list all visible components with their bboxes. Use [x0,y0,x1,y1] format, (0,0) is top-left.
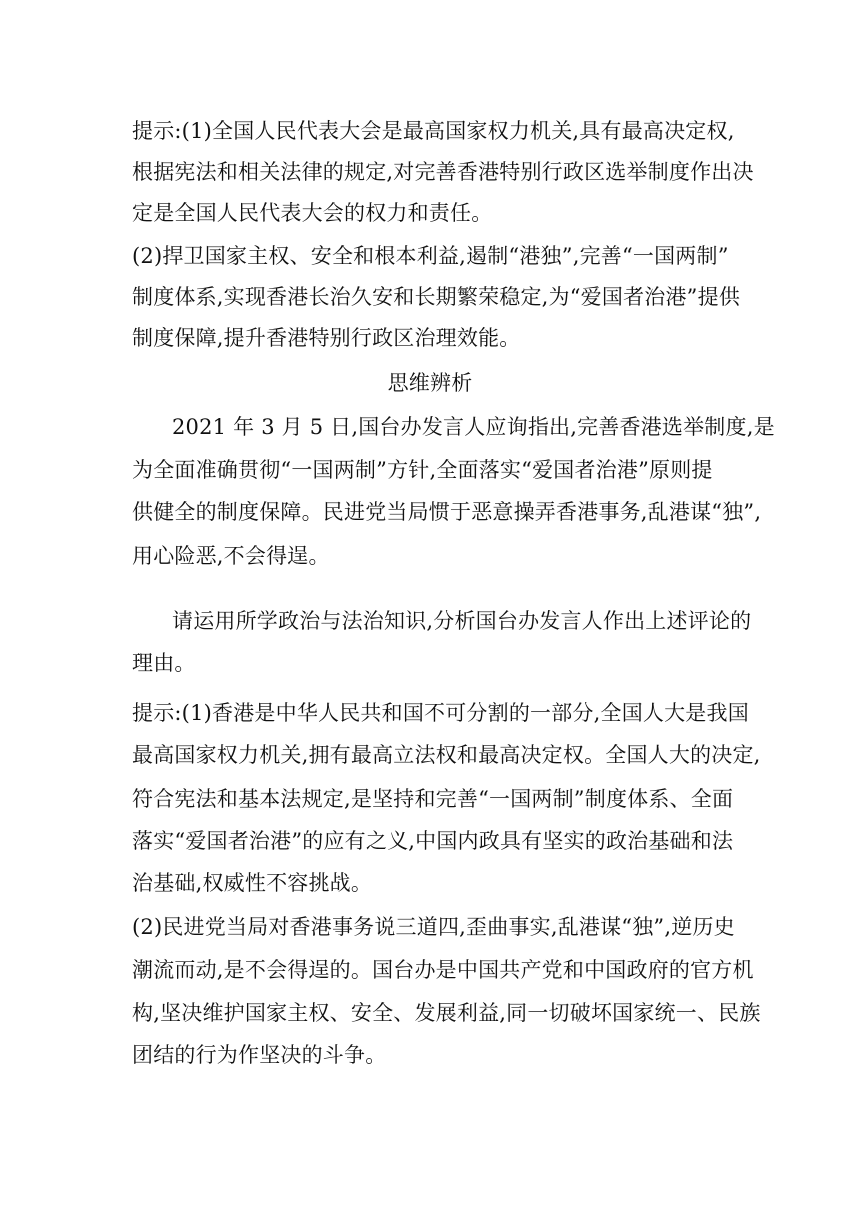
material-line-1: 2021 年 3 月 5 日,国台办发言人应询指出,完善香港选举制度,是 [172,415,775,439]
material-line-2: 为全面准确贯彻“一国两制”方针,全面落实“爱国者治港”原则提 [132,458,713,482]
material-line-4: 用心险恶,不会得逞。 [132,544,330,568]
question-line-2: 理由。 [132,651,196,675]
hint1-line-3: 定是全国人民代表大会的权力和责任。 [132,201,493,225]
material-line-3: 供健全的制度保障。民进党当局惯于恶意操弄香港事务,乱港谋“独”, [132,500,762,524]
hint2-line-1: 提示:(1)香港是中华人民共和国不可分割的一部分,全国人大是我国 [132,701,749,725]
hint2-line-5: 治基础,权威性不容挑战。 [132,871,373,895]
hint1-line-2: 根据宪法和相关法律的规定,对完善香港特别行政区选举制度作出决 [132,160,754,184]
hint1-line-1: 提示:(1)全国人民代表大会是最高国家权力机关,具有最高决定权, [132,119,735,143]
hint1-line-4: (2)捍卫国家主权、安全和根本利益,遏制“港独”,完善“一国两制” [132,244,729,268]
hint2-line-8: 构,坚决维护国家主权、安全、发展利益,同一切破坏国家统一、民族 [132,1001,761,1025]
hint2-line-3: 符合宪法和基本法规定,是坚持和完善“一国两制”制度体系、全面 [132,787,734,811]
hint2-line-9: 团结的行为作坚决的斗争。 [132,1043,387,1067]
hint1-line-5: 制度体系,实现香港长治久安和长期繁荣稳定,为“爱国者治港”提供 [132,285,741,309]
question-line-1: 请运用所学政治与法治知识,分析国台办发言人作出上述评论的 [172,609,752,633]
hint2-line-2: 最高国家权力机关,拥有最高立法权和最高决定权。全国人大的决定, [132,743,761,767]
section-title: 思维辨析 [387,371,473,395]
hint1-line-6: 制度保障,提升香港特别行政区治理效能。 [132,326,521,350]
hint2-line-7: 潮流而动,是不会得逞的。国台办是中国共产党和中国政府的官方机 [132,958,754,982]
hint2-line-6: (2)民进党当局对香港事务说三道四,歪曲事实,乱港谋“独”,逆历史 [132,915,735,939]
hint2-line-4: 落实“爱国者治港”的应有之义,中国内政具有坚实的政治基础和法 [132,829,734,853]
